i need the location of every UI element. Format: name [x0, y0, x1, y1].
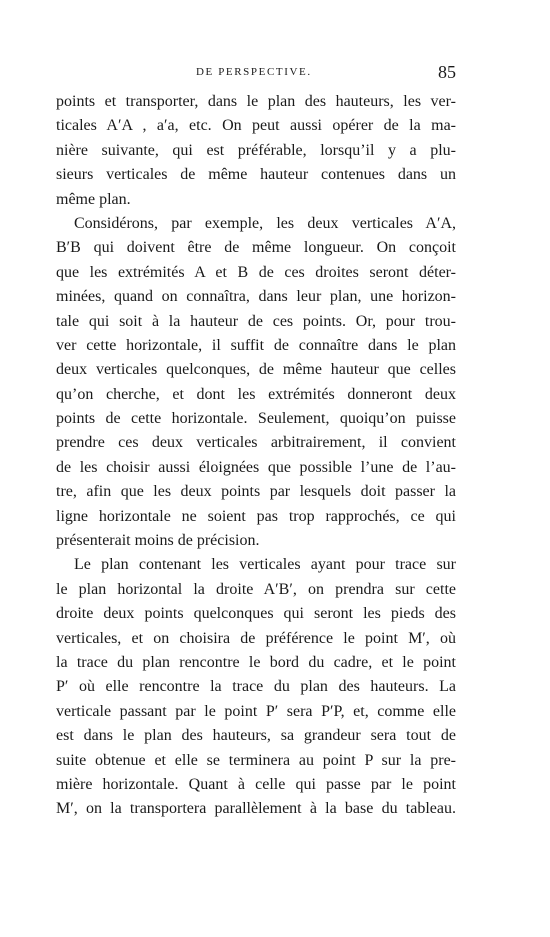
- text-line: sieurs verticales de même hauteur contenues dans un: [56, 166, 456, 184]
- text-line: ligne horizontale ne soient pas trop rapprochés, ce qui: [56, 507, 456, 525]
- text-line: présenterait moins de précision.: [56, 532, 260, 550]
- text-line: qu’on cherche, et dont les extrémités donneront deux: [56, 385, 456, 403]
- text-line: minées, quand on connaîtra, dans leur plan, une horizon-: [56, 288, 456, 306]
- text-line: tale qui soit à la hauteur de ces points. Or, pour trou-: [56, 312, 456, 330]
- text-line: verticale passant par le point P′ sera P′P, et, comme elle: [56, 702, 456, 720]
- text-line: verticales, et on choisira de préférence le point M′, où: [56, 629, 456, 647]
- text-line: points et transporter, dans le plan des hauteurs, les ver-: [56, 93, 456, 110]
- text-line: mière horizontale. Quant à celle qui passe par le point: [56, 775, 456, 793]
- text-line: Considérons, par exemple, les deux verticales A′A,: [74, 214, 456, 232]
- text-line: la trace du plan rencontre le bord du cadre, et le point: [56, 653, 456, 671]
- page-number: 85: [438, 62, 456, 82]
- page-header: [56, 62, 456, 86]
- text-line: Le plan contenant les verticales ayant pour trace sur: [74, 556, 456, 574]
- running-head: DE PERSPECTIVE.: [196, 66, 312, 78]
- text-line: de les choisir aussi éloignées que possible l’une de l’au-: [56, 458, 456, 476]
- text-line: droite deux points quelconques qui seront les pieds des: [56, 605, 456, 623]
- text-line: nière suivante, qui est préférable, lorsqu’il y a plu-: [56, 141, 456, 159]
- text-line: prendre ces deux verticales arbitrairement, il convient: [56, 434, 456, 452]
- text-line: est dans le plan des hauteurs, sa grandeur sera tout de: [56, 727, 456, 745]
- text-line: tre, afin que les deux points par lesquels doit passer la: [56, 483, 456, 501]
- text-line: le plan horizontal la droite A′B′, on prendra sur cette: [56, 580, 456, 598]
- text-line: que les extrémités A et B de ces droites seront déter-: [56, 263, 456, 281]
- text-line: B′B qui doivent être de même longueur. On conçoit: [56, 239, 456, 257]
- body-text: [56, 90, 456, 822]
- text-line: M′, on la transportera parallèlement à la base du tableau.: [56, 800, 456, 818]
- text-line: suite obtenue et elle se terminera au point P sur la pre-: [56, 751, 456, 769]
- text-line: ver cette horizontale, il suffit de connaître dans le plan: [56, 336, 456, 354]
- text-line: deux verticales quelconques, de même hauteur que celles: [56, 361, 456, 379]
- text-line: même plan.: [56, 190, 131, 208]
- text-line: P′ où elle rencontre la trace du plan des hauteurs. La: [56, 678, 456, 696]
- text-line: ticales A′A , a′a, etc. On peut aussi opérer de la ma-: [56, 117, 456, 135]
- text-line: points de cette horizontale. Seulement, quoiqu’on puisse: [56, 410, 456, 428]
